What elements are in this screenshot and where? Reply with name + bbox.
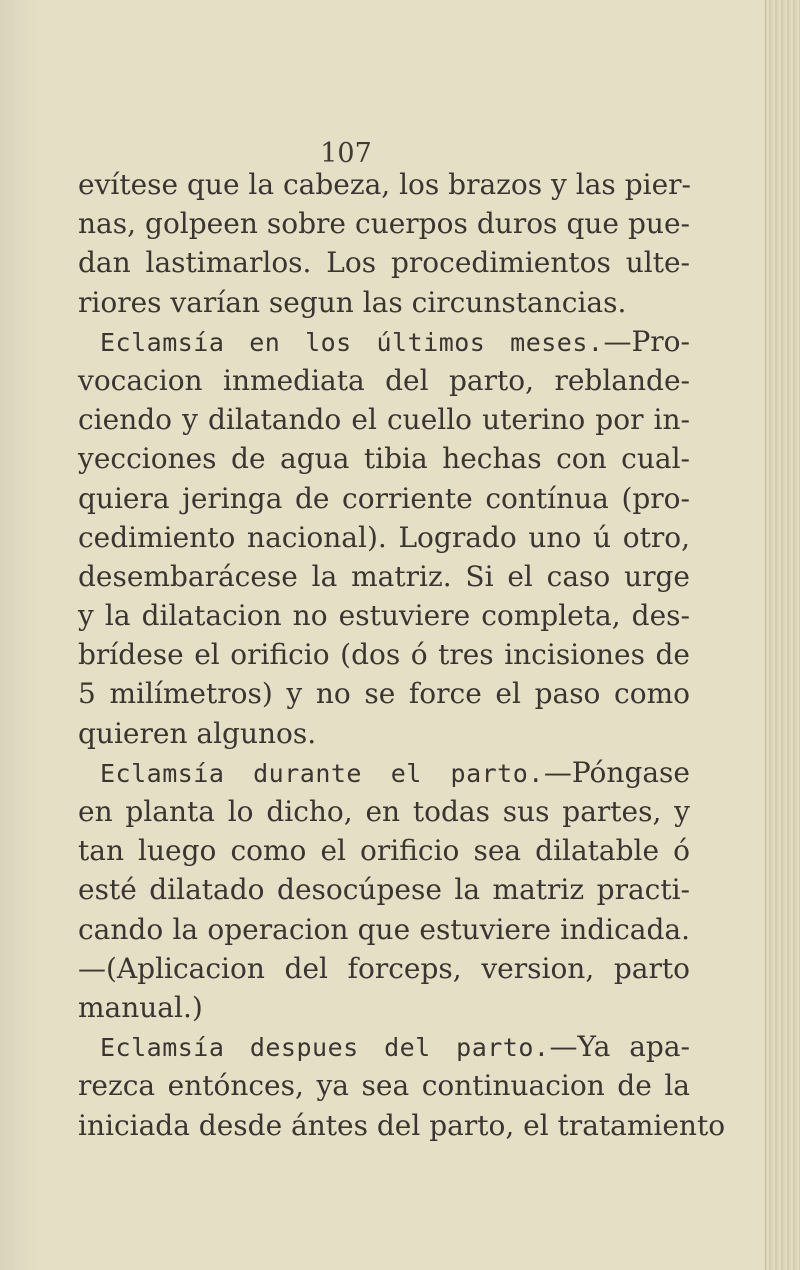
text-line: desembarácese la matriz. Si el caso urge bbox=[78, 559, 690, 593]
section-heading: Eclamsía despues del parto. bbox=[100, 1033, 550, 1063]
text-line: quieren algunos. bbox=[78, 716, 317, 750]
text-line: cedimiento nacional). Logrado uno ú otro, bbox=[78, 520, 690, 554]
text-line: brídese el orificio (dos ó tres incisiones de bbox=[78, 638, 690, 672]
text-line: quiera jeringa de corriente contínua (pro- bbox=[78, 481, 690, 515]
text-line: ciendo y dilatando el cuello uterino por in- bbox=[78, 403, 690, 437]
text-line: iniciada desde ántes del parto, el tratamiento bbox=[78, 1108, 726, 1142]
text-line: nas, golpeen sobre cuerpos duros que pue- bbox=[78, 207, 690, 241]
text-line: esté dilatado desocúpese la matriz practi- bbox=[78, 873, 690, 907]
text-line: rezca entónces, ya sea continuacion de la bbox=[78, 1069, 690, 1103]
text-line: 5 milímetros) y no se force el paso como bbox=[78, 677, 690, 711]
section-text: —Póngase bbox=[543, 755, 690, 789]
text-line: riores varían segun las circunstancias. bbox=[78, 285, 627, 319]
section-heading: Eclamsía en los últimos meses. bbox=[100, 327, 604, 357]
text-line: —(Aplicacion del forceps, version, parto bbox=[78, 951, 690, 985]
section-line bbox=[78, 322, 690, 361]
section-heading: Eclamsía durante el parto. bbox=[100, 758, 544, 788]
text-line: tan luego como el orificio sea dilatable ó bbox=[78, 834, 690, 868]
text-line: vocacion inmediata del parto, reblande- bbox=[78, 363, 690, 397]
text-line: dan lastimarlos. Los procedimientos ulte- bbox=[78, 246, 690, 280]
section-line bbox=[78, 1027, 690, 1066]
text-line: yecciones de agua tibia hechas con cual- bbox=[78, 442, 690, 476]
text-line: manual.) bbox=[78, 990, 203, 1024]
text-line: y la dilatacion no estuviere completa, des- bbox=[78, 599, 690, 633]
page-number: 107 bbox=[320, 138, 372, 169]
section-text: —Pro- bbox=[603, 324, 690, 358]
body-text bbox=[78, 165, 726, 1145]
text-line: cando la operacion que estuviere indicada. bbox=[78, 912, 690, 946]
section-line bbox=[78, 753, 690, 792]
text-line: en planta lo dicho, en todas sus partes, y bbox=[78, 795, 690, 828]
section-text: —Ya apa- bbox=[549, 1030, 690, 1064]
page-edge bbox=[765, 0, 800, 1270]
text-line: evítese que la cabeza, los brazos y las pier- bbox=[78, 168, 691, 201]
